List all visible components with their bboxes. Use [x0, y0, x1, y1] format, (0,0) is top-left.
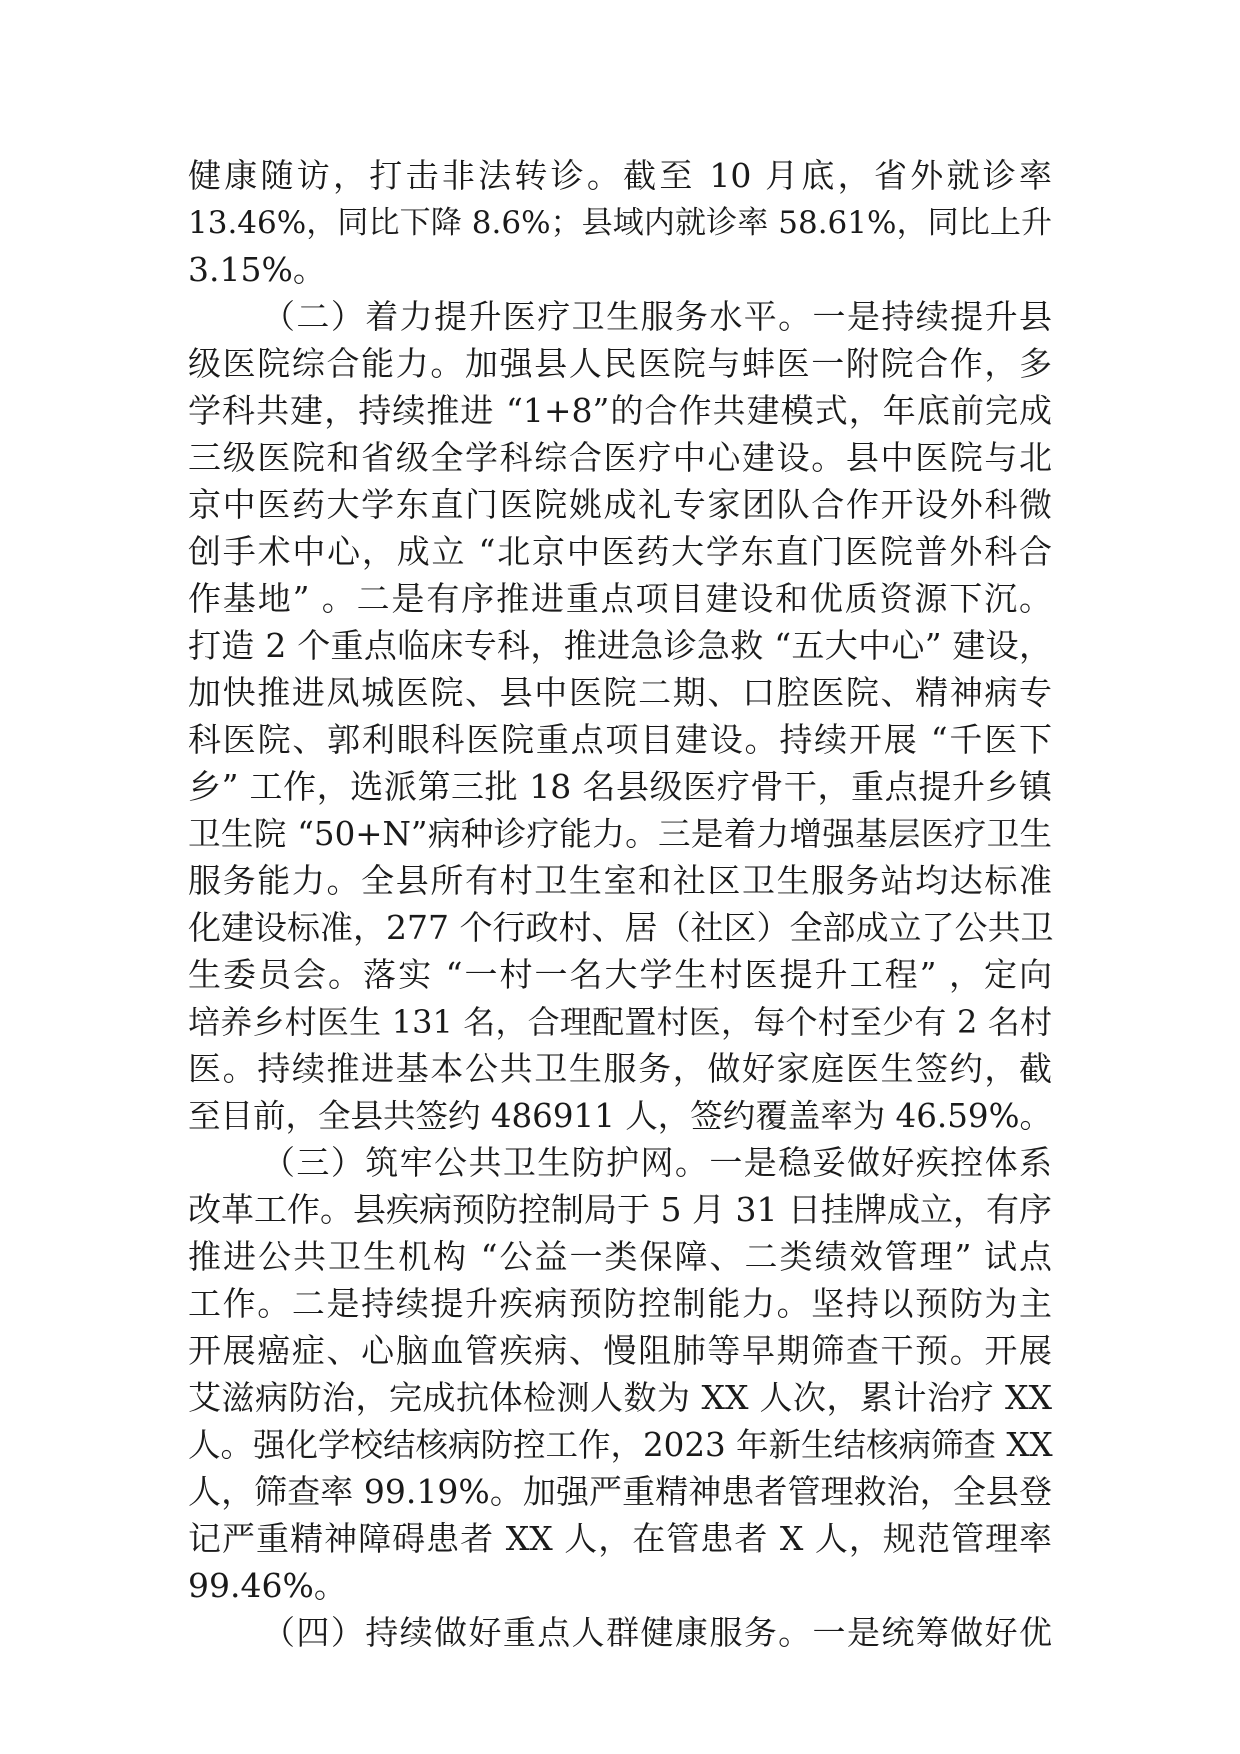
text-line: 京中医药大学东直门医院姚成礼专家团队合作开设外科微 — [188, 485, 1052, 524]
section-heading-4: （四）持续做好重点人群健康服务。一是统筹做好优 — [262, 1613, 1052, 1652]
text-line: 至目前，全县共签约 486911 人，签约覆盖率为 46.59%。 — [188, 1097, 1052, 1135]
text-line: 科医院、郭利眼科医院重点项目建设。持续开展 “千医下 — [188, 720, 1052, 759]
text-line: 生委员会。落实 “一村一名大学生村医提升工程” ，定向 — [188, 955, 1052, 994]
text-line: 三级医院和省级全学科综合医疗中心建设。县中医院与北 — [188, 438, 1052, 477]
text-line: 化建设标准，277 个行政村、居（社区）全部成立了公共卫 — [188, 908, 1054, 947]
text-line: 创手术中心，成立 “北京中医药大学东直门医院普外科合 — [188, 532, 1052, 571]
text-line: 级医院综合能力。加强县人民医院与蚌医一附院合作，多 — [188, 344, 1052, 383]
text-line: 健康随访，打击非法转诊。截至 10 月底，省外就诊率 — [188, 156, 1052, 195]
text-line: 改革工作。县疾病预防控制局于 5 月 31 日挂牌成立，有序 — [188, 1190, 1052, 1229]
text-line: 推进公共卫生机构 “公益一类保障、二类绩效管理” 试点 — [188, 1237, 1052, 1276]
text-line: 服务能力。全县所有村卫生室和社区卫生服务站均达标准 — [188, 861, 1052, 900]
text-line: 加快推进凤城医院、县中医院二期、口腔医院、精神病专 — [188, 673, 1052, 712]
section-heading-3: （三）筑牢公共卫生防护网。一是稳妥做好疾控体系 — [262, 1143, 1052, 1182]
text-line: 打造 2 个重点临床专科，推进急诊急救 “五大中心” 建设， — [188, 626, 1052, 665]
section-heading-2: （二）着力提升医疗卫生服务水平。一是持续提升县 — [262, 297, 1052, 336]
text-line: 人，筛查率 99.19%。加强严重精神患者管理救治，全县登 — [188, 1472, 1052, 1511]
text-line: 培养乡村医生 131 名，合理配置村医，每个村至少有 2 名村 — [188, 1003, 1052, 1041]
text-line: 人。强化学校结核病防控工作，2023 年新生结核病筛查 XX — [188, 1426, 1053, 1464]
text-line: 作基地” 。二是有序推进重点项目建设和优质资源下沉。 — [188, 579, 1052, 618]
text-line: 记严重精神障碍患者 XX 人，在管患者 X 人，规范管理率 — [188, 1519, 1052, 1558]
text-line: 卫生院 “50+N”病种诊疗能力。三是着力增强基层医疗卫生 — [188, 815, 1052, 853]
text-line: 开展癌症、心脑血管疾病、慢阻肺等早期筛查干预。开展 — [188, 1331, 1052, 1370]
text-line: 99.46%。 — [188, 1566, 347, 1605]
text-line: 工作。二是持续提升疾病预防控制能力。坚持以预防为主 — [188, 1284, 1052, 1323]
text-line: 13.46%，同比下降 8.6%；县域内就诊率 58.61%，同比上升 — [188, 205, 1052, 241]
text-line: 医。持续推进基本公共卫生服务，做好家庭医生签约，截 — [188, 1049, 1052, 1088]
text-line: 艾滋病防治，完成抗体检测人数为 XX 人次，累计治疗 XX — [188, 1378, 1052, 1417]
text-line: 3.15%。 — [188, 250, 326, 289]
text-line: 乡” 工作，选派第三批 18 名县级医疗骨干，重点提升乡镇 — [188, 767, 1052, 806]
text-line: 学科共建，持续推进 “1+8”的合作共建模式，年底前完成 — [188, 391, 1052, 430]
